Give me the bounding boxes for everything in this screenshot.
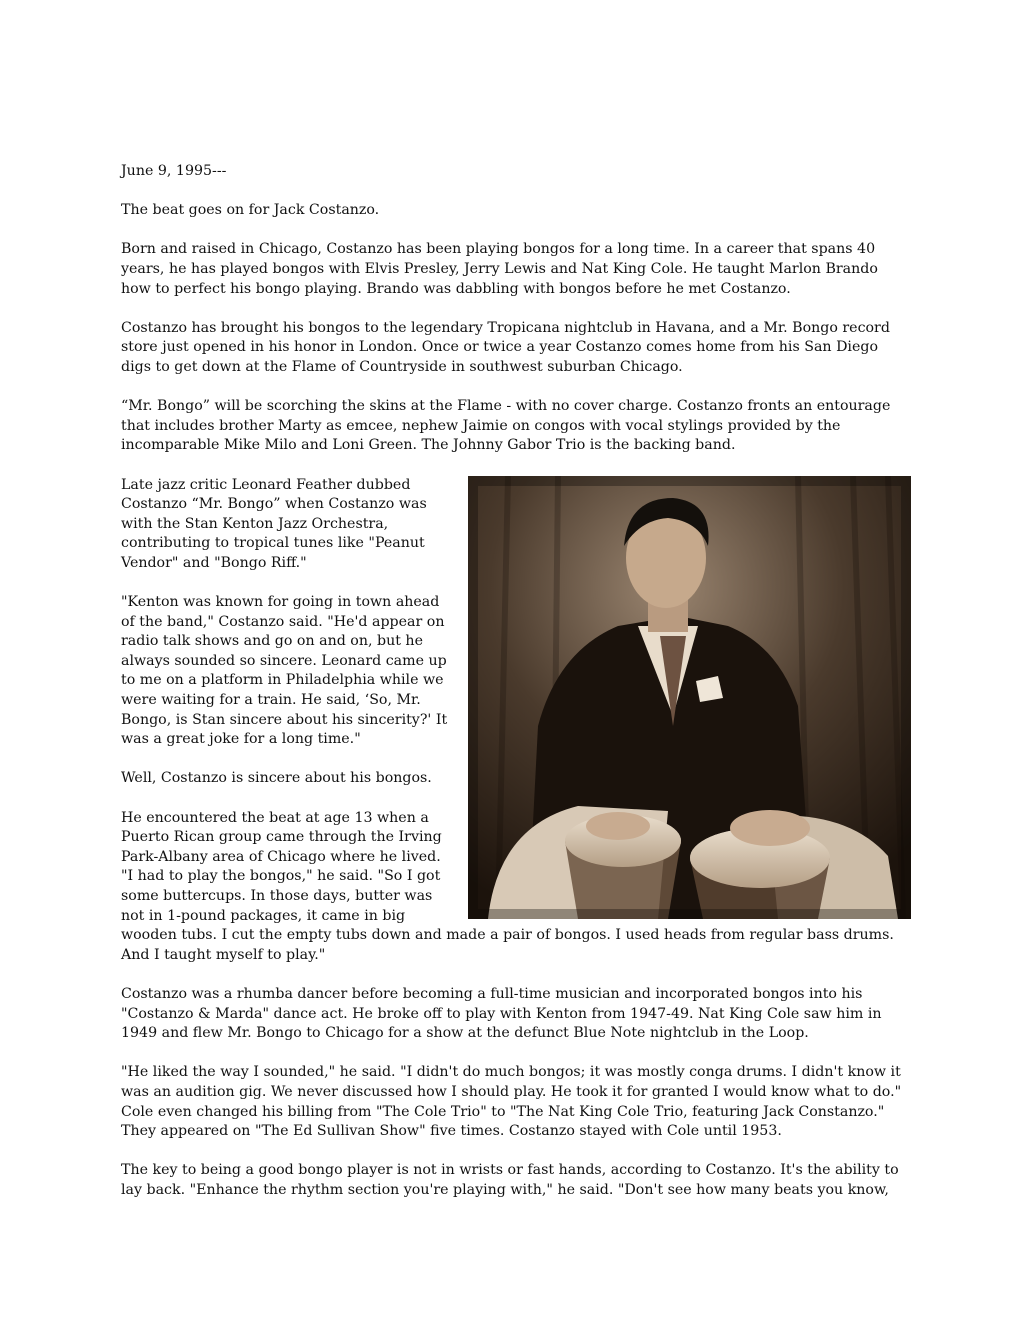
musician-photo	[468, 476, 911, 919]
paragraph: "Kenton was known for going in town ahead of the band," Costanzo said. "He'd appear on radio talk shows and go on and on, but he always sounded so sincere. Leonard came up to me on a platform in Philadelphia while we were waiting for a train. He said, ‘So, Mr. Bongo, is Stan sincere about his sincerity?' It was a great joke for a long time."	[121, 594, 448, 748]
paragraph: Late jazz critic Leonard Feather dubbed Costanzo “Mr. Bongo” when Costanzo was with the Stan Kenton Jazz Orchestra, contributing to tropical tunes like "Peanut Vendor" and "Bongo Riff."	[121, 476, 427, 571]
paragraph: The key to being a good bongo player is not in wrists or fast hands, according to Costanzo. It's the ability to lay back. "Enhance the rhythm section you're playing with," he said. "Don't see how many beats you know,	[121, 1162, 899, 1198]
article-body	[121, 162, 911, 1220]
paragraph: Costanzo was a rhumba dancer before becoming a full-time musician and incorporated bongos into his "Costanzo & Marda" dance act. He broke off to play with Kenton from 1947-49. Nat King Cole saw him in 1949 and flew Mr. Bongo to Chicago for a show at the defunct Blue Note nightclub in the Loop.	[121, 985, 882, 1042]
paragraph: "He liked the way I sounded," he said. "I didn't do much bongos; it was mostly conga drums. I didn't know it was an audition gig. We never discussed how I should play. He took it for granted I would know what to do." Cole even changed his billing from "The Cole Trio" to "The Nat King Cole Trio, featuring Jack Constanzo." They appeared on "The Ed Sullivan Show" five times. Costanzo stayed with Cole until 1953.	[121, 1064, 902, 1140]
headline: The beat goes on for Jack Costanzo.	[121, 202, 380, 219]
dateline: June 9, 1995---	[121, 163, 227, 179]
paragraph: Well, Costanzo is sincere about his bongos.	[121, 770, 432, 787]
paragraph: He encountered the beat at age 13 when a Puerto Rican group came through the Irving Park-Albany area of Chicago where he lived. "I had to play the bongos," he said. "So I got some buttercups. In those days, butter was not in 1-pound packages, it came in big wooden tubs. I cut the empty tubs down and made a pair of bongos. I used heads from regular bass drums. And I taught myself to play."	[121, 809, 894, 963]
paragraph: Born and raised in Chicago, Costanzo has been playing bongos for a long time. In a career that spans 40 years, he has played bongos with Elvis Presley, Jerry Lewis and Nat King Cole. He taught Marlon Brando how to perfect his bongo playing. Brando was dabbling with bongos before he met Costanzo.	[121, 241, 878, 297]
photo-illustration	[468, 476, 911, 919]
paragraph: Costanzo has brought his bongos to the legendary Tropicana nightclub in Havana, and a Mr. Bongo record store just opened in his honor in London. Once or twice a year Costanzo comes home from his San Diego digs to get down at the Flame of Countryside in southwest suburban Chicago.	[121, 319, 890, 375]
paragraph: “Mr. Bongo” will be scorching the skins at the Flame - with no cover charge. Costanzo fronts an entourage that includes brother Marty as emcee, nephew Jaimie on congos with vocal stylings provided by the incomparable Mike Milo and Loni Green. The Johnny Gabor Trio is the backing band.	[121, 398, 891, 454]
